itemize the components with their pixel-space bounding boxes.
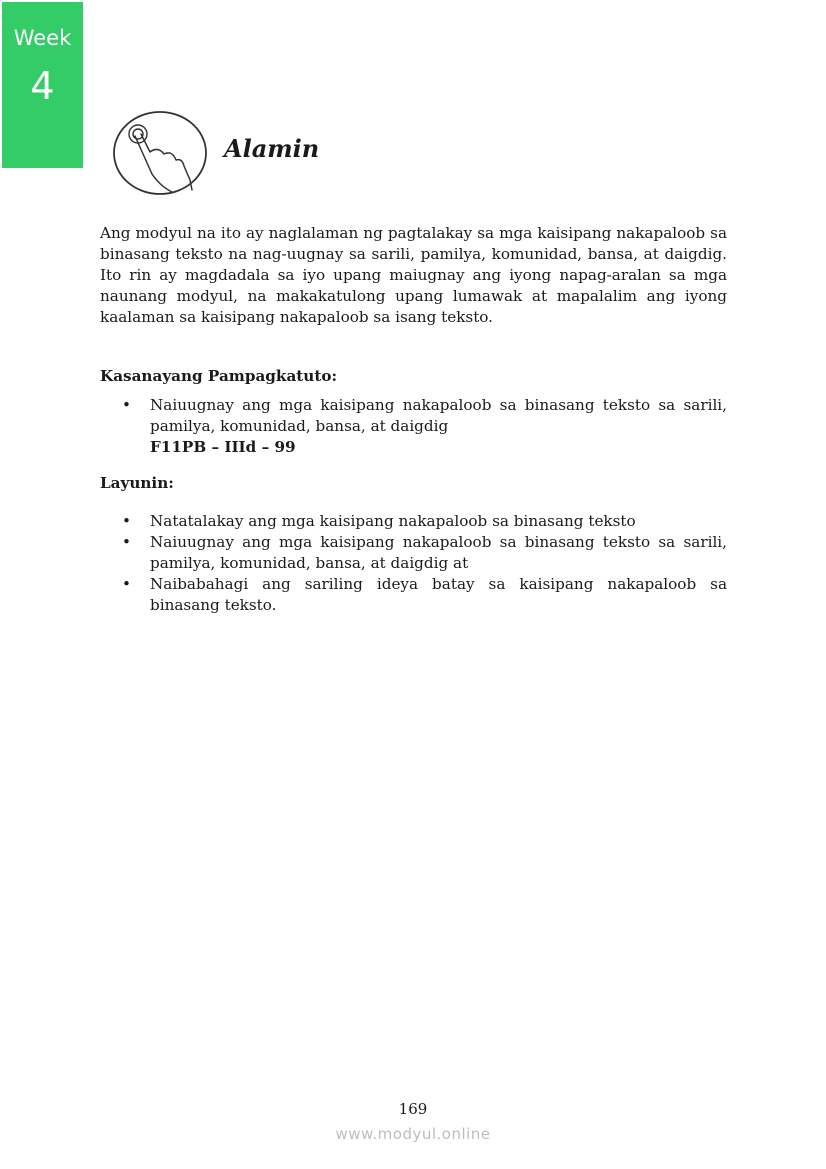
section-title: Alamin (224, 134, 320, 163)
bullet-icon: • (122, 533, 131, 551)
competency-heading: Kasanayang Pampagkatuto: (100, 367, 338, 385)
objective-text: Naibabahagi ang sariling ideya batay sa kaisipang nakapaloob sa binasang teksto. (150, 575, 727, 614)
competency-list (100, 395, 727, 458)
week-tab (2, 2, 83, 168)
list-item (100, 395, 727, 458)
competency-text: Naiuugnay ang mga kaisipang nakapaloob sa binasang teksto sa sarili, pamilya, komunidad, bansa, at daigdig (150, 396, 727, 435)
objective-text: Naiuugnay ang mga kaisipang nakapaloob sa binasang teksto sa sarili, pamilya, komunidad, bansa, at daigdig at (150, 533, 727, 572)
list-item (100, 511, 727, 532)
watermark: www.modyul.online (335, 1125, 491, 1143)
week-label: Week (13, 26, 72, 50)
intro-paragraph: Ang modyul na ito ay naglalaman ng pagtalakay sa mga kaisipang nakapaloob sa binasang teksto na nag-uugnay sa sarili, pamilya, komunidad, bansa, at daigdig. Ito rin ay magdadala sa iyo upang maiugnay ang iyong napag-aralan sa mga naunang modyul, na makakatulong upang lumawak at mapalalim ang iyong kaalaman sa kaisipang nakapaloob sa isang teksto. (100, 224, 727, 326)
list-item (100, 574, 727, 616)
objectives-list (100, 511, 727, 616)
bullet-icon: • (122, 512, 131, 530)
competency-code: F11PB – IIId – 99 (150, 438, 296, 456)
hand-tap-icon (112, 110, 208, 196)
objectives-heading: Layunin: (100, 474, 174, 492)
bullet-icon: • (122, 575, 131, 593)
bullet-icon: • (122, 396, 131, 414)
objective-text: Natatalakay ang mga kaisipang nakapaloob sa binasang teksto (150, 512, 636, 530)
page-number: 169 (398, 1100, 428, 1118)
week-number: 4 (30, 64, 55, 108)
list-item (100, 532, 727, 574)
